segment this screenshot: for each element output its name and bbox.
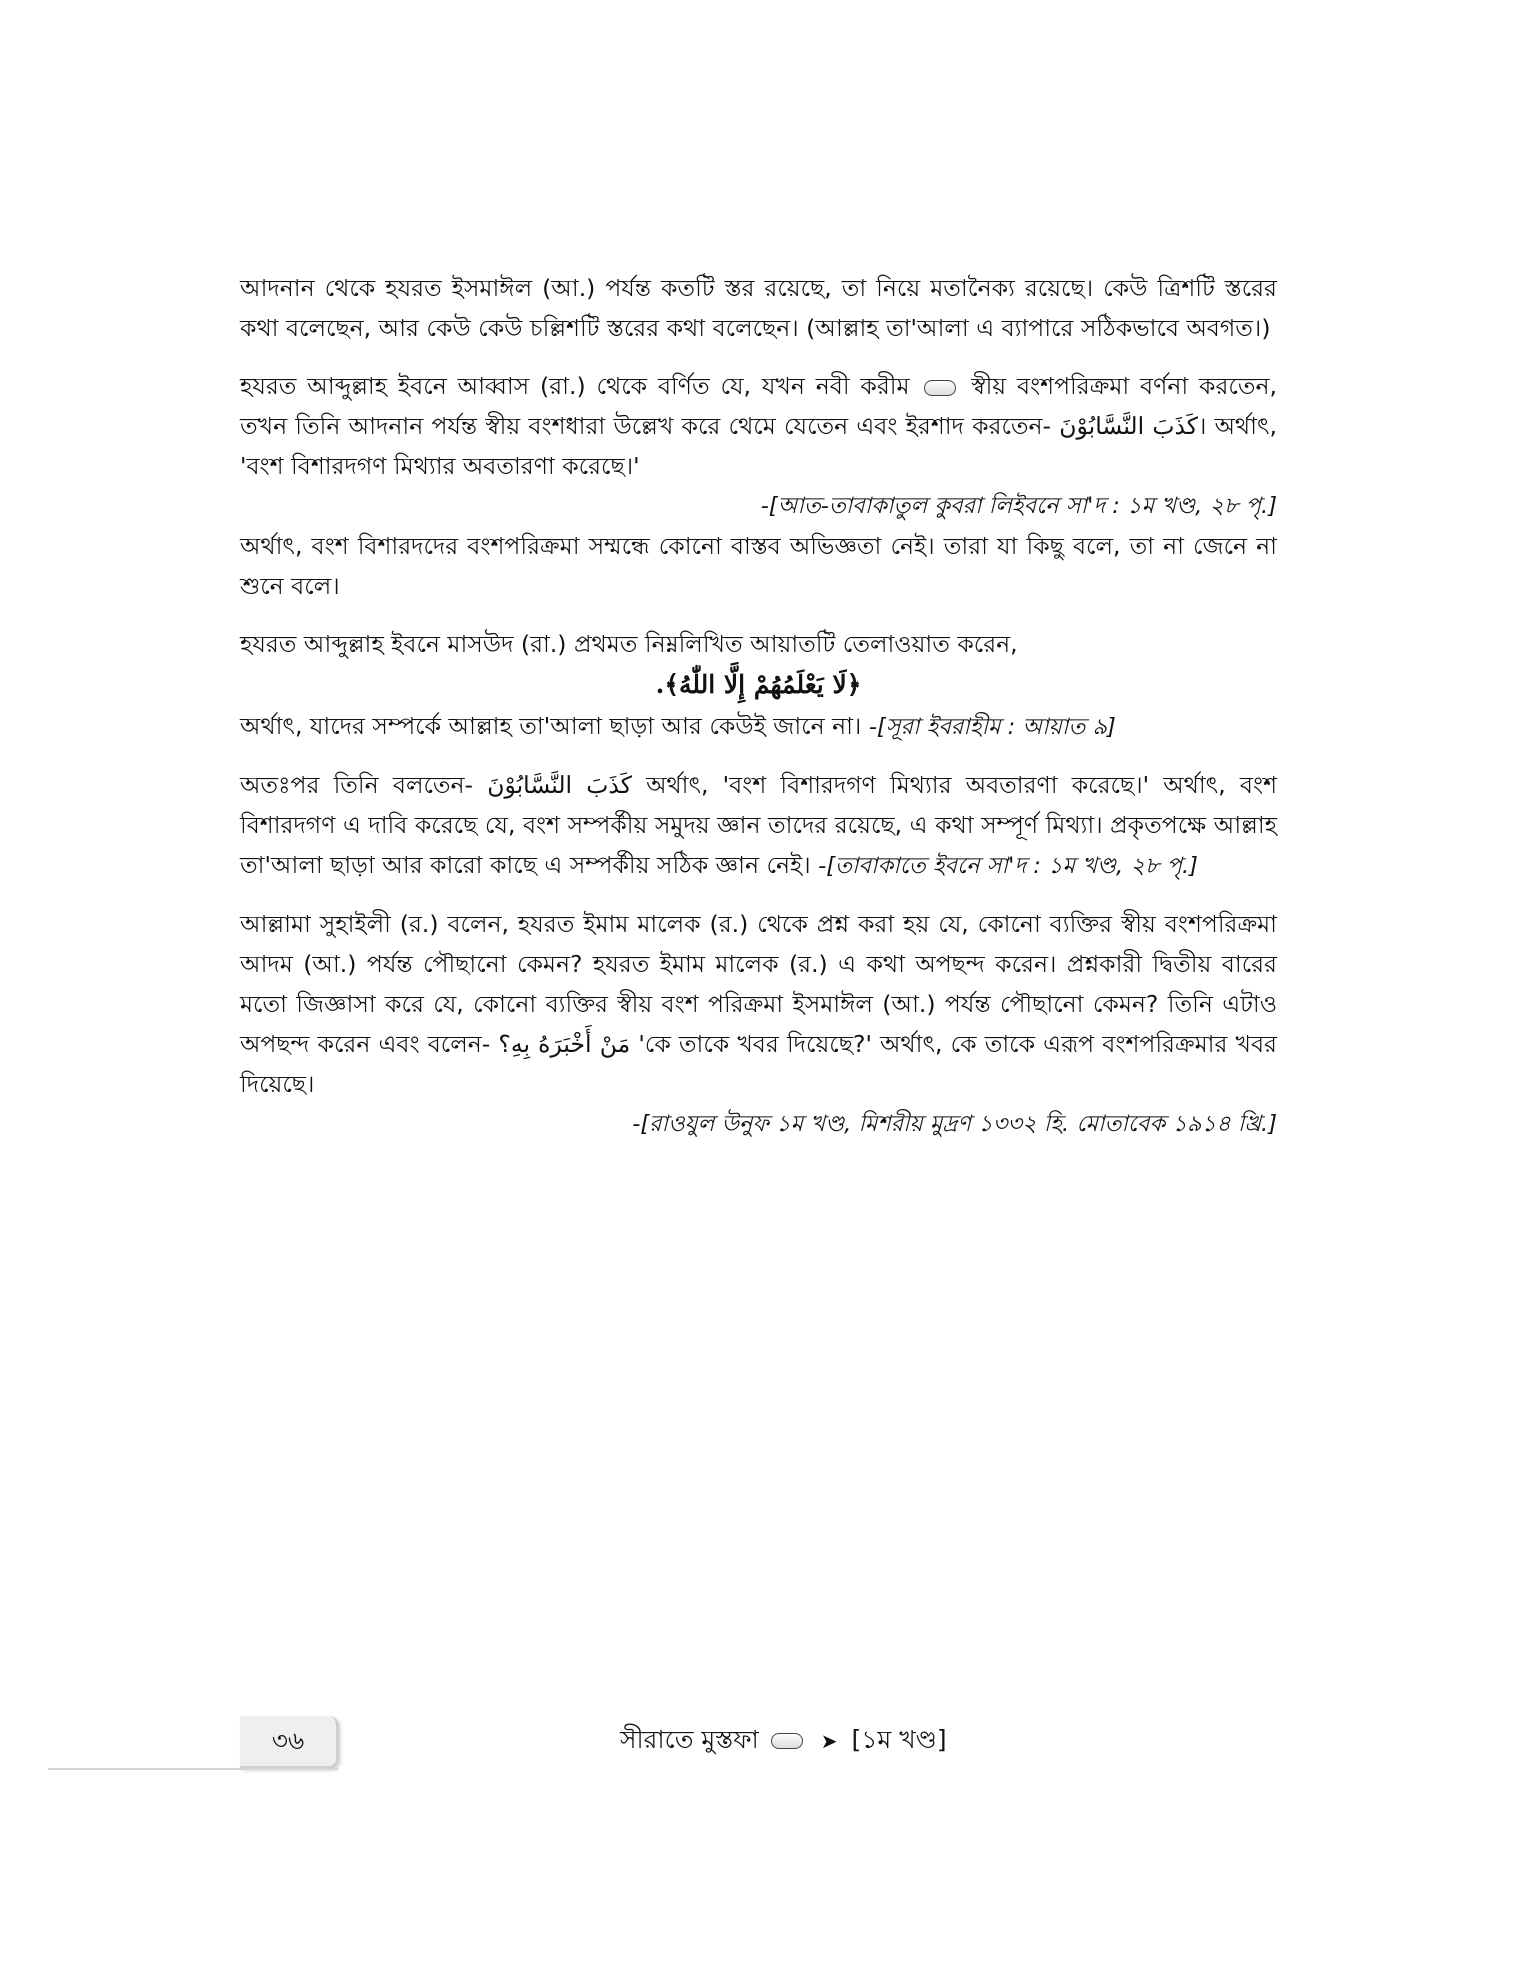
paragraph-7-part-a: আল্লামা সুহাইলী (র.) বলেন, হযরত ইমাম মালেক (র.) থেকে প্রশ্ন করা হয় যে, কোনো ব্যক্তির স্বীয় বংশপরিক্রমা আদম (আ.) পর্যন্ত পৌছানো কেমন? হযরত ইমাম মালেক (র.) এ কথা অপছন্দ করেন। প্রশ্নকারী দ্বিতীয় বারের মতো জিজ্ঞাসা করে যে, কোনো ব্যক্তির স্বীয় বংশ পরিক্রমা ইসমাঈল (আ.) পর্যন্ত পৌছানো কেমন? তিনি এটাও অপছন্দ করেন এবং বলেন- [240,910,1277,1058]
paragraph-2-part-b: স্বীয় বংশপরিক্রমা বর্ণনা করতেন, তখন তিনি আদনান পর্যন্ত স্বীয় বংশধারা উল্লেখ করে থেমে যেতেন এবং ইরশাদ করতেন- [240,372,1277,440]
running-footer [620,1720,1040,1761]
citation-2: -[রাওযুল উনুফ ১ম খণ্ড, মিশরীয় মুদ্রণ ১৩৩২ হি. মোতাবেক ১৯১৪ খ্রি.] [632,1111,1277,1137]
paragraph-6-part-b: অর্থাৎ, 'বংশ বিশারদগণ মিথ্যার অবতারণা করেছে।' অর্থাৎ, বংশ বিশারদগণ এ দাবি করেছে যে, বংশ সম্পর্কীয় সমুদয় জ্ঞান তাদের রয়েছে, এ কথা সম্পূর্ণ মিথ্যা। প্রকৃতপক্ষে আল্লাহ তা'আলা ছাড়া আর কারো কাছে এ সম্পর্কীয় সঠিক জ্ঞান নেই। [240,771,1277,879]
citation-tabaqat: -[তাবাকাতে ইবনে সা'দ : ১ম খণ্ড, ২৮ পৃ.] [818,853,1198,879]
salutation-icon-footer [771,1733,803,1749]
paragraph-2-part-a: হযরত আব্দুল্লাহ ইবনে আব্বাস (রা.) থেকে বর্ণিত যে, যখন নবী করীম [240,372,910,400]
paragraph-1: আদনান থেকে হযরত ইসমাঈল (আ.) পর্যন্ত কতটি স্তর রয়েছে, তা নিয়ে মতানৈক্য রয়েছে। কেউ ত্রিশটি স্তরের কথা বলেছেন, আর কেউ কেউ চল্লিশটি স্তরের কথা বলেছেন। (আল্লাহ তা'আলা এ ব্যাপারে সঠিকভাবে অবগত।) [240,274,1277,342]
quran-ayah: ﴿لَا يَعْلَمُهُمْ إِلَّا اللّٰهُ﴾. [655,670,862,699]
arabic-phrase-2: كَذَبَ النَّسَّابُوْنَ [487,771,632,799]
paragraph-6-part-a: অতঃপর তিনি বলতেন- [240,771,474,799]
paragraph-7 [240,904,1277,1104]
book-title: সীরাতে মুস্তফা [620,1725,759,1754]
paragraph-5 [240,706,1277,747]
citation-1: -[আত-তাবাকাতুল কুবরা লিইবনে সা'দ : ১ম খণ্ড, ২৮ পৃ.] [760,493,1277,519]
arabic-phrase-1: كَذَبَ النَّسَّابُوْنَ [1059,412,1198,440]
citation-surah: -[সূরা ইবরাহীম : আয়াত ৯] [868,714,1116,740]
volume-label: [১ম খণ্ড] [851,1725,947,1754]
paragraph-2 [240,366,1277,486]
paragraph-2-part-c: । অর্থাৎ, 'বংশ বিশারদগণ মিথ্যার অবতারণা করেছে।' [240,412,1277,480]
paragraph-3: অর্থাৎ, বংশ বিশারদদের বংশপরিক্রমা সম্মন্ধে কোনো বাস্তব অভিজ্ঞতা নেই। তারা যা কিছু বলে, তা না জেনে না শুনে বলে। [240,532,1277,600]
page-number: ৩৬ [271,1726,305,1755]
page-number-tab [240,1716,339,1769]
paragraph-7-part-b: 'কে তাকে খবর দিয়েছে?' অর্থাৎ, কে তাকে এরূপ বংশপরিক্রমার খবর দিয়েছে। [240,1030,1277,1098]
arrow-icon: ➤ [820,1729,838,1753]
salutation-icon [924,380,956,396]
arabic-phrase-3: مَنْ أَخْبَرَهُ بِهِ؟ [498,1030,631,1058]
footer-divider [48,1768,338,1770]
page-body [240,268,1277,1144]
paragraph-4: হযরত আব্দুল্লাহ ইবনে মাসউদ (রা.) প্রথমত নিম্নলিখিত আয়াতটি তেলাওয়াত করেন, [240,630,1018,658]
paragraph-5-text: অর্থাৎ, যাদের সম্পর্কে আল্লাহ তা'আলা ছাড়া আর কেউই জানে না। [240,712,862,740]
paragraph-6 [240,765,1277,886]
